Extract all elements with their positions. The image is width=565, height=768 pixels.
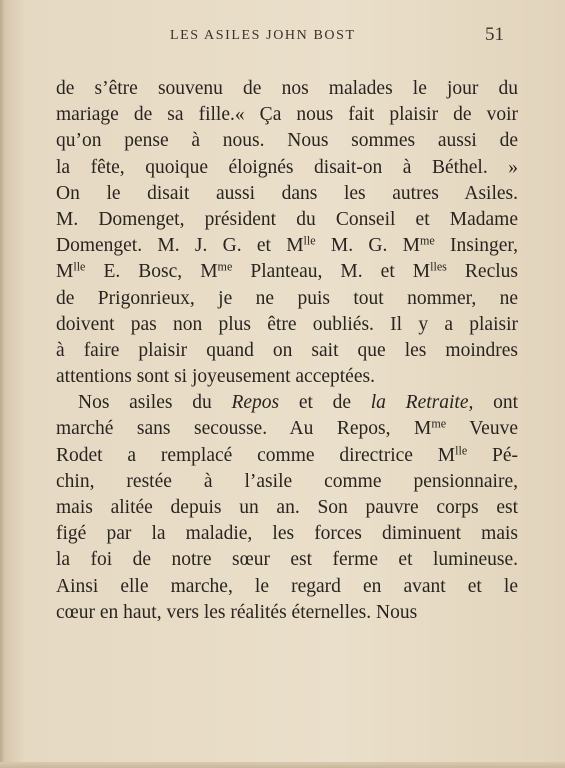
text-segment: la foi de notre sœur est ferme et lumineuse. — [56, 549, 518, 571]
text-line — [56, 547, 518, 573]
text-segment: à faire plaisir quand on sait que les moindres — [56, 339, 518, 361]
text-segment: Veuve — [446, 418, 518, 440]
text-segment: Nos asiles du — [78, 392, 232, 414]
text-line — [56, 390, 518, 416]
text-line — [56, 286, 518, 312]
text-line — [56, 600, 518, 626]
text-line — [56, 181, 518, 207]
text-line — [56, 364, 518, 390]
superscript: lle — [73, 259, 86, 274]
italic-title: la Retraite, — [370, 392, 474, 414]
text-line — [56, 76, 518, 102]
text-segment: et de — [279, 392, 371, 414]
page-number: 51 — [485, 24, 504, 45]
superscript: lle — [455, 442, 468, 457]
text-segment: la fête, quoique éloignés disait-on à Béthel. » — [56, 156, 518, 178]
italic-title: Repos — [231, 392, 280, 414]
text-segment: attentions sont si joyeusement acceptées. — [56, 366, 375, 388]
text-line — [56, 233, 518, 259]
text-segment: Domenget. M. J. G. et M — [56, 235, 304, 257]
text-segment: de Prigonrieux, je ne puis tout nommer, ne — [56, 287, 518, 309]
text-segment: Pé- — [467, 444, 518, 466]
text-segment: cœur en haut, vers les réalités éternelles. Nous — [56, 601, 418, 623]
text-segment: doivent pas non plus être oubliés. Il y a plaisir — [56, 313, 518, 335]
text-line — [56, 312, 518, 338]
text-segment: mariage de sa fille.« Ça nous fait plaisir de voir — [56, 104, 518, 126]
text-line — [56, 495, 518, 521]
text-segment: M — [56, 261, 74, 283]
text-segment: chin, restée à l’asile comme pensionnaire, — [56, 470, 518, 492]
text-segment: qu’on pense à nous. Nous sommes aussi de — [56, 130, 518, 152]
text-line — [56, 443, 518, 469]
text-segment: marché sans secousse. Au Repos, M — [56, 418, 432, 440]
superscript: lles — [430, 259, 447, 274]
text-segment: Reclus — [446, 261, 519, 283]
text-segment: ont — [473, 392, 519, 414]
text-segment: M. Domenget, président du Conseil et Madame — [56, 208, 518, 230]
text-segment: Ainsi elle marche, le regard en avant et le — [56, 575, 518, 597]
text-line — [56, 338, 518, 364]
text-line — [56, 207, 518, 233]
superscript: me — [419, 233, 435, 248]
text-line — [56, 155, 518, 181]
superscript: me — [431, 416, 447, 431]
superscript: lle — [303, 233, 316, 248]
body-text — [56, 76, 518, 626]
text-segment: Planteau, M. et M — [232, 261, 431, 283]
page-gutter-edge — [0, 0, 5, 768]
text-line — [56, 416, 518, 442]
text-segment: figé par la maladie, les forces diminuent mais — [56, 523, 518, 545]
text-line — [56, 102, 518, 128]
text-segment: Rodet a remplacé comme directrice M — [56, 444, 456, 466]
running-title: LES ASILES JOHN BOST — [170, 28, 356, 43]
text-line — [56, 469, 518, 495]
page-bottom-edge — [0, 762, 565, 768]
text-segment: Insinger, — [434, 235, 518, 257]
text-segment: M. G. M — [315, 235, 420, 257]
page-header — [0, 24, 565, 48]
text-line — [56, 128, 518, 154]
text-segment: mais alitée depuis un an. Son pauvre corps est — [56, 497, 518, 518]
text-segment: de s’être souvenu de nos malades le jour du — [56, 78, 518, 99]
text-line — [56, 521, 518, 547]
text-segment: On le disait aussi dans les autres Asiles. — [56, 182, 518, 204]
text-line — [56, 259, 518, 285]
text-segment: E. Bosc, M — [85, 261, 218, 283]
superscript: me — [217, 259, 233, 274]
text-line — [56, 574, 518, 600]
